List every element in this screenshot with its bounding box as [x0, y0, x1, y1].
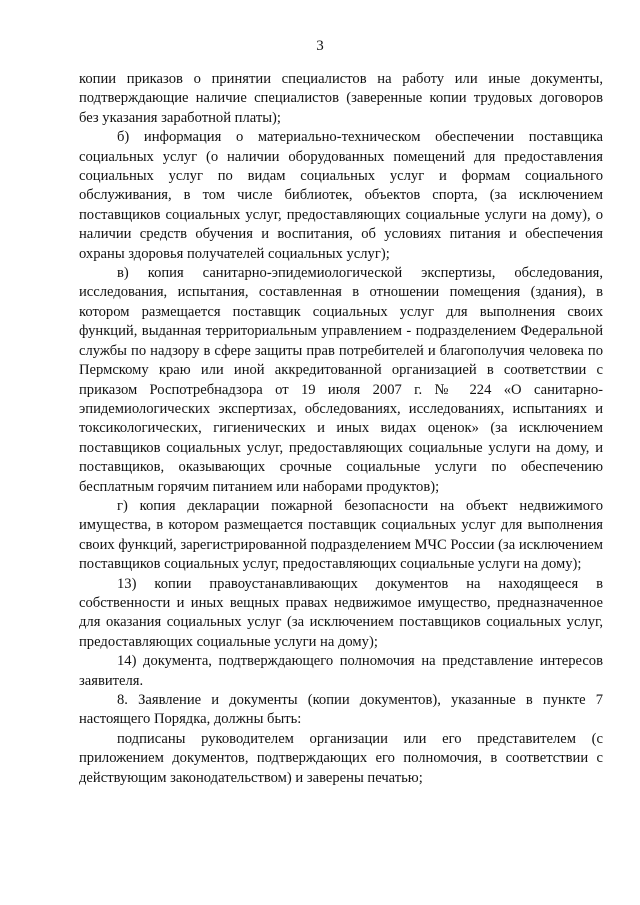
paragraph-section-8: 8. Заявление и документы (копии документов), указанные в пункте 7 настоящего Порядка, должны быть:: [79, 692, 603, 728]
paragraph-item-14-authority-document: 14) документа, подтверждающего полномочия на представление интересов заявителя.: [79, 653, 603, 689]
paragraph-item-g-fire-safety: г) копия декларации пожарной безопасности на объект недвижимого имущества, в котором размещается поставщик социальных услуг для выполнения своих функций, зарегистрированной подразделением МЧС России (за исключением поставщиков социальных услуг, предоставляющих социальные услуги на дому);: [79, 497, 603, 573]
paragraph-item-v-sanitary-expertise: в) копия санитарно-эпидемиологической экспертизы, обследования, исследования, испытания, составленная в отношении помещения (здания), в котором размещается поставщик социальных услуг для выполнения своих функций, выданная территориальным управлением - подразделением Федеральной службы по надзору в сфере защиты прав потребителей и благополучия человека по Пермскому краю или иной аккредитованной организацией в соответствии с приказом Роспотребнадзора от 19 июля 2007 г. № 224 «О санитарно-эпидемиологических экспертизах, обследованиях, исследованиях, испытаниях и токсикологических, гигиенических и иных видах оценок» (за исключением поставщиков социальных услуг, предоставляющих социальные услуги на дому, и поставщиков, оказывающих срочные социальные услуги по обеспечению бесплатным горячим питанием или наборами продуктов);: [79, 265, 603, 495]
document-body: [79, 70, 603, 788]
paragraph-item-13-title-documents: 13) копии правоустанавливающих документов на находящееся в собственности и иных вещных правах недвижимое имущество, предназначенное для оказания социальных услуг (за исключением поставщиков социальных услуг, предоставляющих социальные услуги на дому);: [79, 575, 603, 650]
page-number: 3: [316, 38, 324, 54]
paragraph-signed-requirement: подписаны руководителем организации или его представителем (с приложением документов, подтверждающих его полномочия, в соответствии с действующим законодательством) и заверены печатью;: [79, 730, 603, 786]
paragraph-staff-documents: копии приказов о принятии специалистов на работу или иные документы, подтверждающие наличие специалистов (заверенные копии трудовых договоров без указания заработной платы);: [79, 71, 603, 126]
paragraph-item-b-material-support: б) информация о материально-техническом обеспечении поставщика социальных услуг (о наличии оборудованных помещений для предоставления социальных услуг по видам социальных услуг и формам социального обслуживания, в том числе библиотек, объектов спорта, (за исключением поставщиков социальных услуг, предоставляющих социальные услуги на дому), о наличии средств обучения и воспитания, об условиях питания и обеспечения охраны здоровья получателей социальных услуг);: [79, 129, 603, 262]
